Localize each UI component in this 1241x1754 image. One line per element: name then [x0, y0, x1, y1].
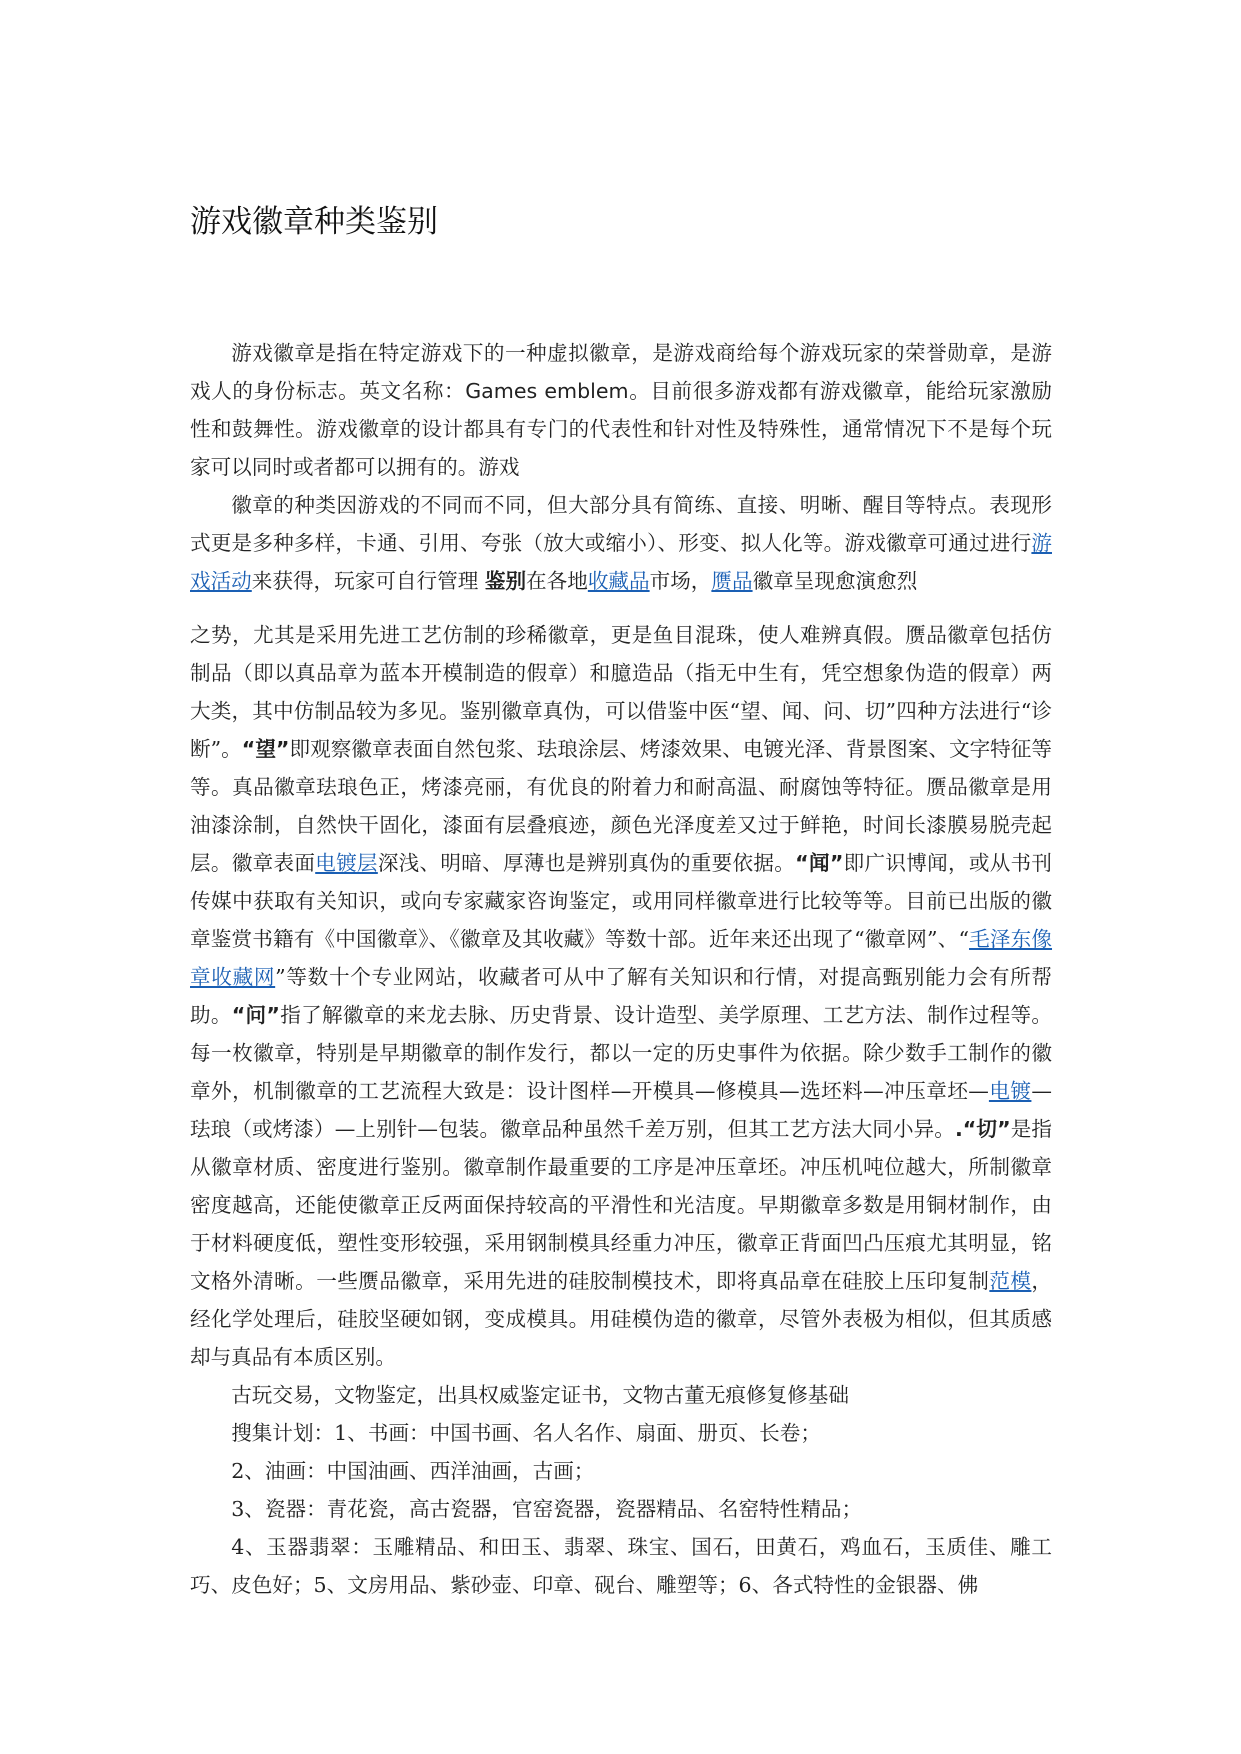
text: —珐琅（或烤漆）—上别针—包装。徽章品种虽然千差万别，但其工艺方法大同小异。 — [190, 1079, 1053, 1141]
bold-touch: .“切” — [954, 1117, 1011, 1141]
text: 徽章呈现愈演愈烈 — [752, 569, 918, 593]
paragraph-intro — [190, 334, 1052, 486]
text: 。目前很多游戏都有游戏徽章，能给玩家激励性和鼓舞性。游戏徽章的设计都具有专门的代表性和针对性及特殊性，通常情况下不是每个玩家可以同时或者都可以拥有的。游戏 — [190, 379, 1053, 479]
text: 市场， — [649, 569, 712, 593]
link-mold[interactable]: 范模 — [989, 1269, 1032, 1293]
paragraph-types — [190, 486, 1052, 600]
paragraph-jade: 4、玉器翡翠：玉雕精品、和田玉、翡翠、珠宝、国石，田黄石，鸡血石，玉质佳、雕工巧、皮色好；5、文房用品、紫砂壶、印章、砚台、雕塑等；6、各式特性的金银器、佛 — [190, 1535, 1052, 1597]
text: 即广识博闻，或从书刊传媒中获取有关知识，或向专家藏家咨询鉴定，或用同样徽章进行比较等等。目前已出版的徽章鉴赏书籍有《中国徽章》、《徽章及其收藏》等数十部。近年来还出现了“徽章网”、“ — [190, 851, 1053, 951]
link-plating[interactable]: 电镀 — [988, 1079, 1032, 1103]
bold-listen: “闻” — [795, 851, 844, 875]
text: 深浅、明暗、厚薄也是辨别真伪的重要依据。 — [377, 851, 796, 875]
bold-identify: 鉴别 — [484, 569, 527, 593]
bold-look: “望” — [241, 737, 290, 761]
text: 之势，尤其是采用先进工艺仿制的珍稀徽章，更是鱼目混珠，使人难辨真假。赝品徽章包括仿制品（即以真品章为蓝本开模制造的假章）和臆造品（指无中生有，凭空想象伪造的假章）两大类，其中仿制品较为多见。鉴别徽章真伪，可以借鉴中医“望、闻、问、切”四种方法进行“诊断”。 — [190, 623, 1052, 761]
bold-ask: “问” — [231, 1003, 280, 1027]
link-game-activity[interactable]: 游戏活动 — [190, 531, 1052, 593]
paragraph-porcelain: 3、瓷器：青花瓷，高古瓷器，官窑瓷器，瓷器精品、名窑特性精品； — [231, 1497, 863, 1521]
link-collectibles[interactable]: 收藏品 — [587, 569, 650, 593]
text: ，经化学处理后，硅胶坚硬如钢，变成模具。用硅模伪造的徽章，尽管外表极为相似，但其质感却与真品有本质区别。 — [190, 1269, 1053, 1369]
paragraph-antique-trade: 古玩交易，文物鉴定，出具权威鉴定证书，文物古董无痕修复修基础 — [231, 1383, 849, 1407]
text: 游戏徽章是指在特定游戏下的一种虚拟徽章，是游戏商给每个游戏玩家的荣誉勋章，是游戏人的身份标志。英文名称： — [190, 341, 1052, 403]
text: 是指从徽章材质、密度进行鉴别。徽章制作最重要的工序是冲压章坯。冲压机吨位越大，所制徽章密度越高，还能使徽章正反两面保持较高的平滑性和光洁度。早期徽章多数是用铜材制作，由于材料硬度低，塑性变形较强，采用钢制模具经重力冲压，徽章正背面凹凸压痕尤其明显，铭文格外清晰。一些赝品徽章，采用先进的硅胶制模技术，即将真品章在硅胶上压印复制 — [190, 1117, 1052, 1293]
text: ”等数十个专业网站，收藏者可从中了解有关知识和行情，对提高甄别能力会有所帮助。 — [190, 965, 1053, 1027]
paragraph-oil-painting: 2、油画：中国油画、西洋油画，古画； — [231, 1459, 595, 1483]
page-title: 游戏徽章种类鉴别 — [190, 204, 438, 240]
text: 指了解徽章的来龙去脉、历史背景、设计造型、美学原理、工艺方法、制作过程等。每一枚徽章，特别是早期徽章的制作发行，都以一定的历史事件为依据。除少数手工制作的徽章外，机制徽章的工艺流程大致是：设计图样—开模具—修模具—选坯料—冲压章坯— — [190, 1003, 1052, 1103]
link-plating-layer[interactable]: 电镀层 — [315, 851, 378, 875]
link-badge-site[interactable]: 毛泽东像章收藏网 — [190, 927, 1053, 989]
text: 来获得，玩家可自行管理 — [251, 569, 485, 593]
link-counterfeit[interactable]: 赝品 — [711, 569, 753, 593]
text: 在各地 — [526, 569, 588, 593]
paragraph-collection-plan: 搜集计划：1、书画：中国书画、名人名作、扇面、册页、长卷； — [231, 1421, 821, 1445]
paragraph-identification — [190, 616, 1052, 1376]
text: 徽章的种类因游戏的不同而不同，但大部分具有简练、直接、明晰、醒目等特点。表现形式更是多种多样，卡通、引用、夸张（放大或缩小）、形变、拟人化等。游戏徽章可通过进行 — [190, 493, 1052, 555]
text: 即观察徽章表面自然包浆、珐琅涂层、烤漆效果、电镀光泽、背景图案、文字特征等等。真品徽章珐琅色正，烤漆亮丽，有优良的附着力和耐高温、耐腐蚀等特征。赝品徽章是用油漆涂制，自然快干固化，漆面有层叠痕迹，颜色光泽度差又过于鲜艳，时间长漆膜易脱壳起层。徽章表面 — [190, 737, 1052, 875]
document-body — [190, 334, 1052, 1604]
english-name: Games emblem — [465, 379, 629, 403]
